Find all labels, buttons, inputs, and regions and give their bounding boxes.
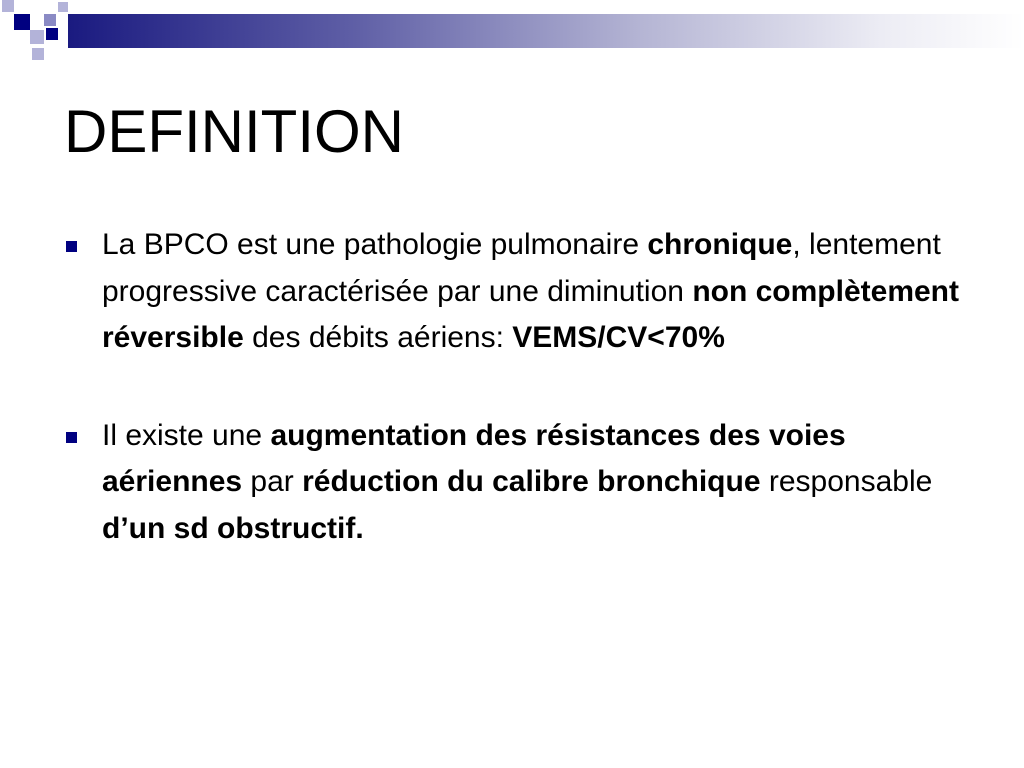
decor-square-light xyxy=(32,48,44,60)
text-segment: responsable xyxy=(760,465,933,498)
bold-text-segment: non complètement réversible xyxy=(102,274,960,354)
bold-text-segment: VEMS/CV<70% xyxy=(512,321,725,354)
header-gradient-band xyxy=(68,14,1024,48)
decor-square-light xyxy=(2,0,14,12)
text-segment: des débits aériens: xyxy=(243,321,513,354)
decor-square-navy xyxy=(14,14,30,30)
bold-text-segment: chronique xyxy=(647,228,793,261)
text-segment: par xyxy=(242,465,303,498)
decor-square-navy xyxy=(46,28,58,40)
bullet-item xyxy=(64,413,964,553)
bullet-text xyxy=(102,419,932,545)
square-bullet-icon xyxy=(66,241,77,252)
decor-square-mid xyxy=(44,14,56,26)
text-segment: Il existe une xyxy=(102,418,271,452)
bullet-item xyxy=(64,222,964,362)
decor-square-light xyxy=(30,30,44,44)
bold-text-segment: réduction du calibre bronchique xyxy=(302,465,761,498)
text-segment: , lentement progressive caractérisée par une diminution xyxy=(102,228,941,308)
square-bullet-icon xyxy=(66,432,77,443)
decor-square-light xyxy=(58,2,68,12)
bold-text-segment: d’un sd obstructif. xyxy=(102,511,364,545)
bold-text-segment: augmentation des résistances des voies aériennes xyxy=(102,418,846,498)
slide-title: DEFINITION xyxy=(64,98,404,165)
bullet-list xyxy=(64,222,964,552)
bullet-text xyxy=(102,228,959,354)
text-segment: La BPCO est une pathologie pulmonaire xyxy=(102,228,648,261)
